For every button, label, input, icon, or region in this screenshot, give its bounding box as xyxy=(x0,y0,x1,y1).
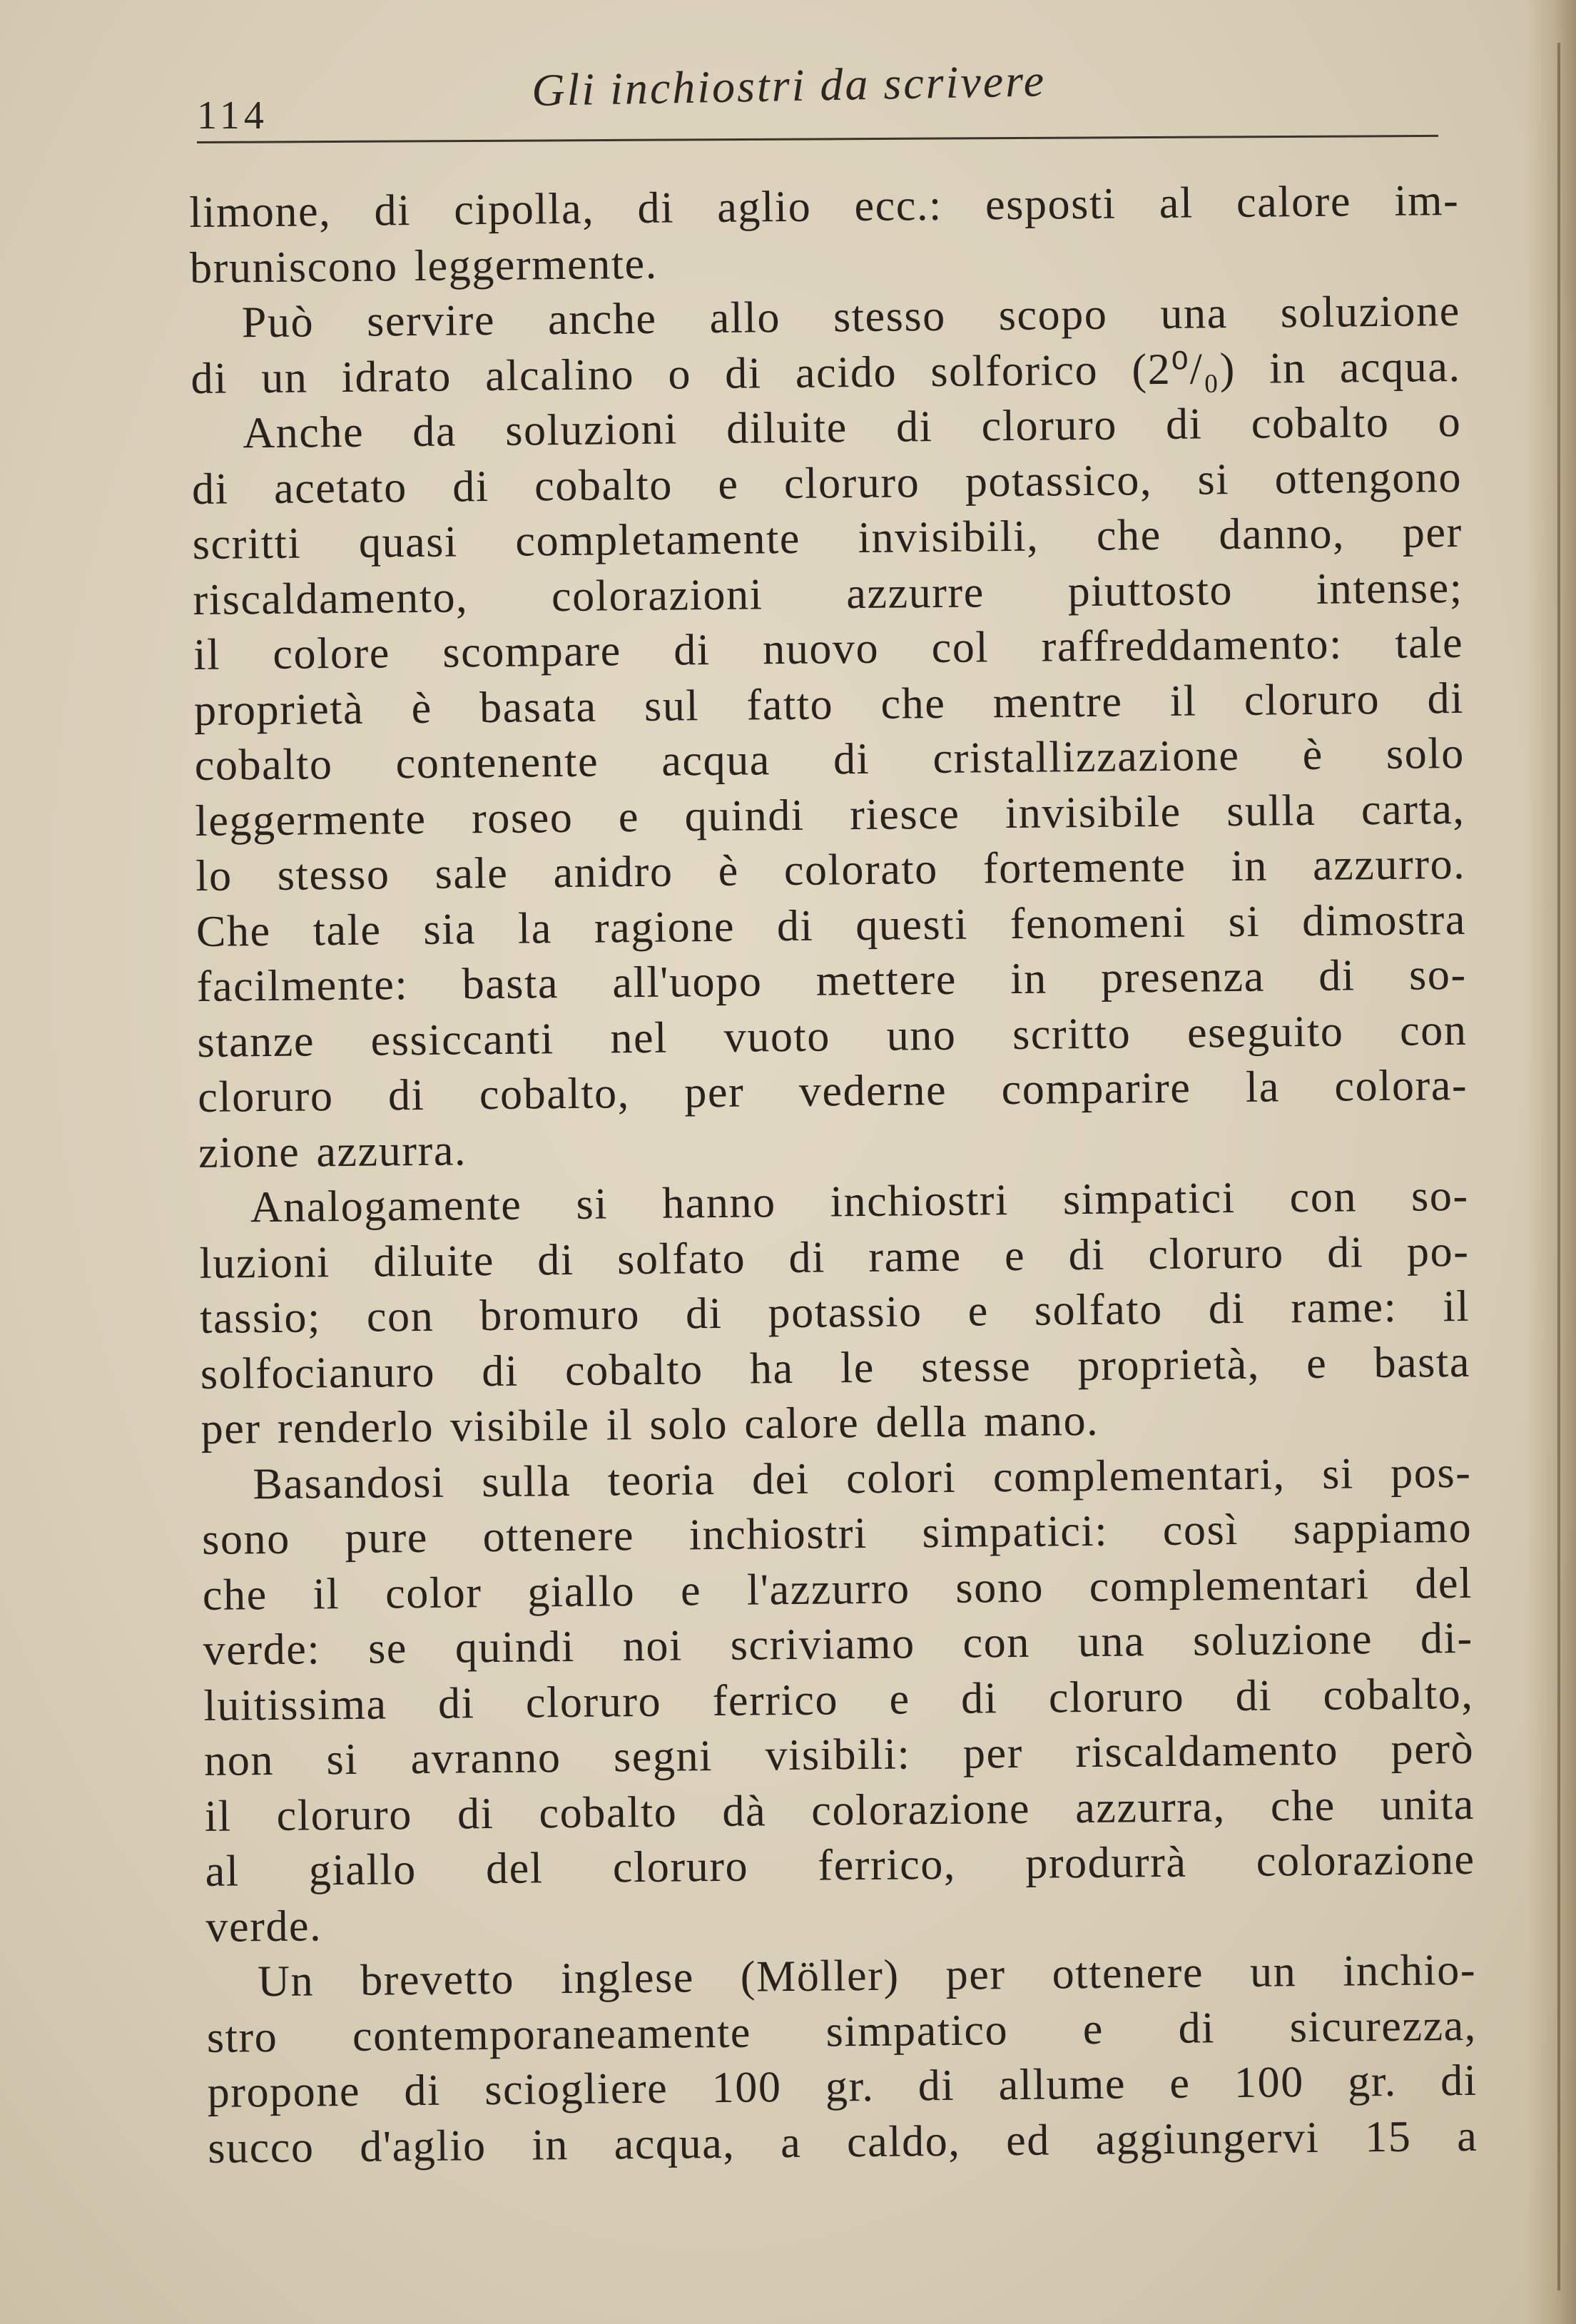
text-line: al giallo del cloruro ferrico, produrrà colorazione xyxy=(205,1835,1475,1896)
text-line: di acetato di cobalto e cloruro potassico, si ottengono xyxy=(191,452,1463,514)
text-line: il cloruro di cobalto dà colorazione azzurra, che unita xyxy=(204,1780,1475,1841)
text-line: verde. xyxy=(205,1901,322,1952)
page-edge-shadow xyxy=(1526,0,1576,2324)
text-line: di un idrato alcalino o di acido solforico (2⁰/₀) in acqua. xyxy=(190,342,1461,403)
text-line: cloruro di cobalto, per vederne comparire la colora- xyxy=(197,1060,1468,1122)
text-line: Può servire anche allo stesso scopo una soluzione xyxy=(241,286,1461,347)
text-line: luitissima di cloruro ferrico e di cloruro di cobalto, xyxy=(203,1669,1474,1730)
text-line: che il color giallo e l'azzurro sono complementari del xyxy=(202,1558,1473,1620)
text-line: Un brevetto inglese (Möller) per ottenere un inchio- xyxy=(257,1945,1477,2006)
text-line: Analogamente si hanno inchiostri simpatici con so- xyxy=(250,1171,1469,1232)
text-line: Che tale sia la ragione di questi fenomeni si dimostra xyxy=(195,895,1467,956)
text-line: facilmente: basta all'uopo mettere in presenza di so- xyxy=(196,950,1468,1011)
text-line: succo d'aglio in acqua, a caldo, ed aggiungervi 15 a xyxy=(208,2111,1478,2173)
text-line: luzioni diluite di solfato di rame e di cloruro di po- xyxy=(199,1227,1470,1288)
text-line: tassio; con bromuro di potassio e solfato di rame: il xyxy=(199,1282,1470,1343)
text-line: bruniscono leggermente. xyxy=(189,239,659,293)
text-line: Anche da soluzioni diluite di cloruro di cobalto o xyxy=(243,397,1462,458)
text-line: proprietà è basata sul fatto che mentre il cloruro di xyxy=(193,674,1465,735)
text-line: riscaldamento, colorazioni azzurre piuttosto intense; xyxy=(193,563,1463,624)
text-line: Basandosi sulla teoria dei colori complementari, si pos- xyxy=(253,1448,1472,1508)
text-line: propone di sciogliere 100 gr. di allume e 100 gr. di xyxy=(207,2056,1478,2117)
text-line: stro contemporaneamente simpatico e di sicurezza, xyxy=(206,2001,1478,2062)
text-line: per renderlo visibile il solo calore della mano. xyxy=(200,1396,1099,1453)
text-line: limone, di cipolla, di aglio ecc.: esposti al calore im- xyxy=(189,176,1460,237)
body-text xyxy=(189,173,1478,2176)
header-rule xyxy=(197,135,1438,143)
binding-edge-line xyxy=(1557,43,1560,2290)
text-line: solfocianuro di cobalto ha le stesse proprietà, e basta xyxy=(200,1337,1471,1399)
text-line: verde: se quindi noi scriviamo con una soluzione di- xyxy=(203,1613,1473,1675)
text-line: zione azzurra. xyxy=(198,1125,467,1177)
text-line: il colore scompare di nuovo col raffreddamento: tale xyxy=(193,618,1464,679)
text-line: leggermente roseo e quindi riesce invisibile sulla carta, xyxy=(195,784,1465,846)
text-line: scritti quasi completamente invisibili, che danno, per xyxy=(192,507,1463,569)
text-line: stanze essiccanti nel vuoto uno scritto eseguito con xyxy=(197,1005,1468,1067)
page-header xyxy=(190,55,1445,143)
text-line: sono pure ottenere inchiostri simpatici: così sappiamo xyxy=(201,1503,1473,1564)
text-line: lo stesso sale anidro è colorato fortemente in azzurro. xyxy=(195,839,1466,900)
page-number: 114 xyxy=(197,93,268,138)
text-line: non si avranno segni visibili: per riscaldamento però xyxy=(203,1724,1475,1785)
running-title: Gli inchiostri da scrivere xyxy=(531,55,1047,116)
text-line: cobalto contenente acqua di cristallizzazione è solo xyxy=(194,729,1465,790)
